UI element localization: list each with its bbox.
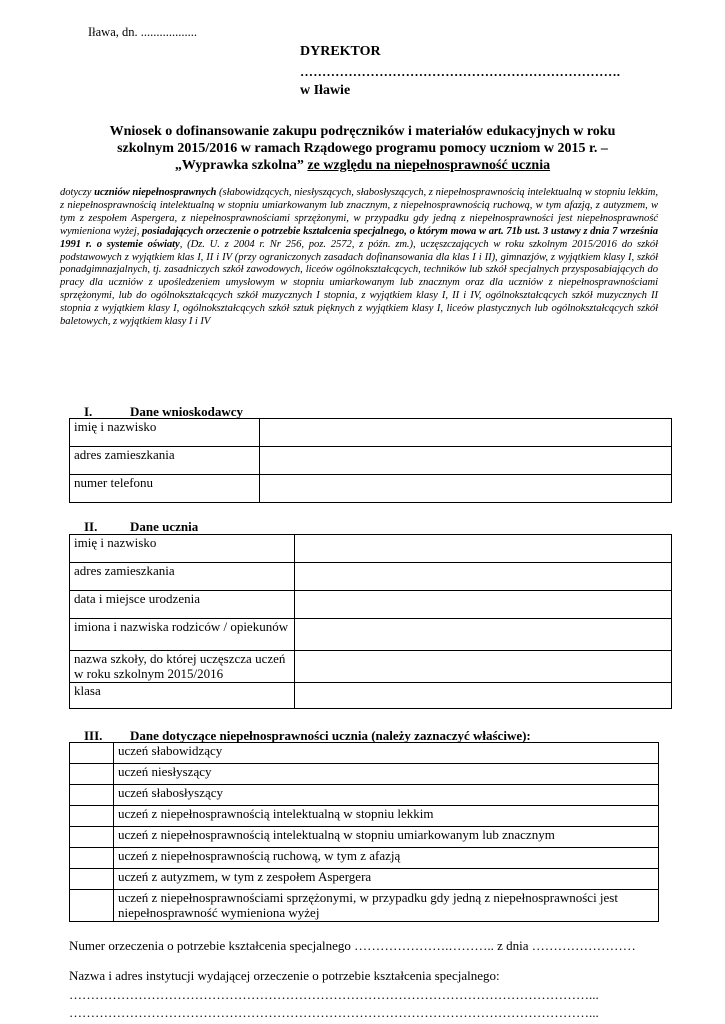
table-row [70,890,659,922]
table-row [70,447,672,475]
applicant-table [69,418,672,503]
institution-dots-2[interactable]: …………………………………………………………………………………………………………... [69,1005,599,1020]
disability-checkbox[interactable] [70,827,114,848]
disability-label: uczeń z niepełnosprawnością intelektualną w stopniu lekkim [114,806,659,827]
title-line-2: szkolnym 2015/2016 w ramach Rządowego programu pomocy uczniom w 2015 r. – [117,141,608,156]
table-row [70,683,672,709]
student-label: imię i nazwisko [70,535,295,563]
student-label: data i miejsce urodzenia [70,591,295,619]
title-line-1: Wniosek o dofinansowanie zakupu podręczników i materiałów edukacyjnych w roku [109,124,616,139]
table-row [70,563,672,591]
section-3-heading: III. Dane dotyczące niepełnosprawności ucznia (należy zaznaczyć właściwe): [84,728,531,743]
disability-checkbox[interactable] [70,848,114,869]
table-row [70,785,659,806]
disability-label: uczeń z autyzmem, w tym z zespołem Aspergera [114,869,659,890]
intro-bold-2: posiadających orzeczenie o potrzebie kształcenia specjalnego, o którym mowa w art. 71b ust. 3 ustawy z dnia 7 września 1991 r. o systemie oświaty [60,225,658,250]
table-row [70,475,672,503]
table-row [70,806,659,827]
table-row [70,535,672,563]
disability-label: uczeń z niepełnosprawnością intelektualną w stopniu umiarkowanym lub znacznym [114,827,659,848]
student-label: nazwa szkoły, do której uczęszcza uczeń w roku szkolnym 2015/2016 [70,651,295,683]
disability-label: uczeń niesłyszący [114,764,659,785]
student-school-input[interactable] [295,651,672,683]
student-table [69,534,672,709]
disability-checkbox[interactable] [70,743,114,764]
intro-bold-1: uczniów niepełnosprawnych [94,187,217,198]
student-class-input[interactable] [295,683,672,709]
student-label: adres zamieszkania [70,563,295,591]
disability-checkbox[interactable] [70,764,114,785]
table-row [70,743,659,764]
disability-label: uczeń słabowidzący [114,743,659,764]
disability-label: uczeń z niepełnosprawnością ruchową, w tym z afazją [114,848,659,869]
disability-label: uczeń z niepełnosprawnościami sprzężonymi, w przypadku gdy jedną z niepełnosprawności jest niepełnosprawność wymieniona wyżej [114,890,659,922]
disability-table [69,742,659,922]
disability-checkbox[interactable] [70,785,114,806]
title-line-3: „Wyprawka szkolna” ze względu na niepełnosprawność ucznia [174,158,551,173]
applicant-label: adres zamieszkania [70,447,260,475]
disability-checkbox[interactable] [70,806,114,827]
student-label: imiona i nazwiska rodziców / opiekunów [70,619,295,651]
table-row [70,619,672,651]
applicant-phone-input[interactable] [260,475,672,503]
student-parents-input[interactable] [295,619,672,651]
disability-checkbox[interactable] [70,890,114,922]
student-name-input[interactable] [295,535,672,563]
applicant-name-input[interactable] [260,419,672,447]
institution-dots-1[interactable]: …………………………………………………………………………………………………………... [69,987,599,1002]
table-row [70,764,659,785]
addressee-dots: ………………………………………………………………. [300,64,621,79]
institution-line: Nazwa i adres instytucji wydającej orzeczenie o potrzebie kształcenia specjalnego: [69,968,500,983]
section-2-heading: II. Dane ucznia [84,519,199,534]
applicant-label: numer telefonu [70,475,260,503]
table-row [70,869,659,890]
applicant-address-input[interactable] [260,447,672,475]
disability-checkbox[interactable] [70,869,114,890]
document-title [60,123,665,174]
addressee-city: w Iławie [300,83,351,98]
applicant-label: imię i nazwisko [70,419,260,447]
student-label: klasa [70,683,295,709]
table-row [70,591,672,619]
section-1-heading: I. Dane wnioskodawcy [84,404,244,419]
place-date: Iława, dn. .................. [88,25,198,39]
table-row [70,848,659,869]
table-row [70,651,672,683]
student-birth-input[interactable] [295,591,672,619]
certificate-number-line: Numer orzeczenia o potrzebie kształcenia specjalnego ………………….……….. z dnia …………………… [69,938,636,953]
addressee-title: DYREKTOR [300,44,381,59]
intro-paragraph: dotyczy uczniów niepełnosprawnych (słabowidzących, niesłyszących, słabosłyszących, z niepełnosprawnością intelektualną w stopniu lekkim, z niepełnosprawnością intelektualną w stopniu umiarkowanym lub znacznym, z niepełnosprawnością ruchową, w tym afazją, z autyzmem, w tym z zespołem Aspergera, z niepełnosprawnościami sprzężonymi, w przypadku gdy jedną z niepełnosprawności jest niepełnosprawność wymieniona wyżej, posiadających orzeczenie o potrzebie kształcenia specjalnego, o którym mowa w art. 71b ust. 3 ustawy z dnia 7 września 1991 r. o systemie oświaty, (Dz. U. z 2004 r. Nr 256, poz. 2572, z późn. zm.), uczęszczających w roku szkolnym 2015/2016 do szkół podstawowych z wyjątkiem klas I, II i IV (przy ograniczonych zasadach dofinansowania dla klas I i II), gimnazjów, z wyjątkiem klasy I, szkół ponadgimnazjalnych, tj. zasadniczych szkół zawodowych, liceów ogólnokształcących, techników lub szkół specjalnych przysposabiających do pracy dla uczniów z upośledzeniem umysłowym w stopniu umiarkowanym lub znacznym oraz dla uczniów z niepełnosprawnościami sprzężonymi, lub do ogólnokształcących szkół muzycznych I stopnia, z wyjątkiem klasy I, II i IV, ogólnokształcących szkół muzycznych II stopnia z wyjątkiem klasy I, ogólnokształcących szkół sztuk pięknych z wyjątkiem klasy I, liceów plastycznych lub ogólnokształcących szkół baletowych, z wyjątkiem klasy I i IV [60,187,659,328]
table-row [70,827,659,848]
table-row [70,419,672,447]
disability-label: uczeń słabosłyszący [114,785,659,806]
student-address-input[interactable] [295,563,672,591]
